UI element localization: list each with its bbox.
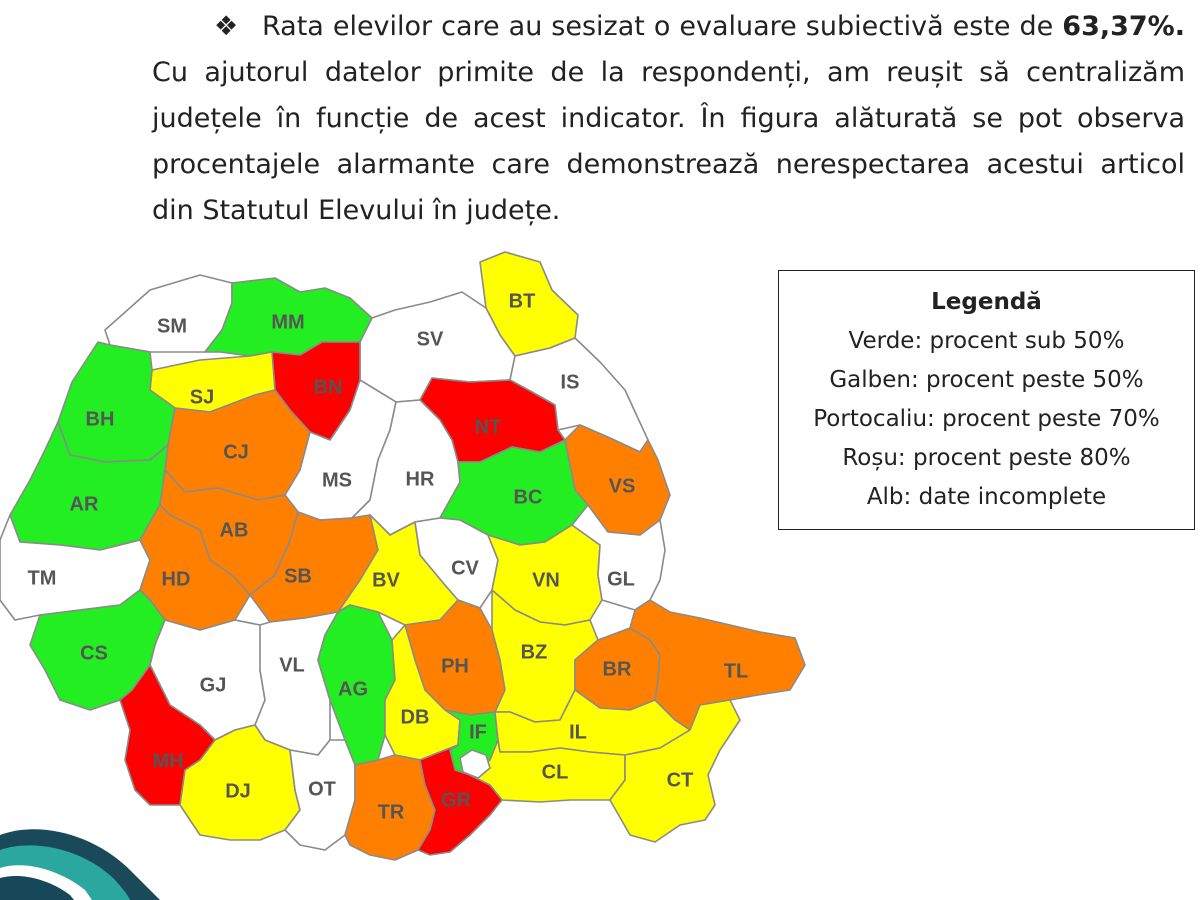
county-label-gl: GL xyxy=(607,568,635,591)
county-label-ar: AR xyxy=(69,493,99,516)
county-label-ot: OT xyxy=(308,778,336,801)
county-label-bt: BT xyxy=(508,290,536,313)
county-label-tr: TR xyxy=(377,801,405,824)
county-label-hr: HR xyxy=(405,468,435,491)
county-label-bh: BH xyxy=(85,408,115,431)
decorative-swirl-logo xyxy=(0,800,200,900)
county-label-sj: SJ xyxy=(189,386,215,409)
county-label-vn: VN xyxy=(532,569,560,592)
county-label-if: IF xyxy=(469,721,487,744)
intro-text-rest: Cu ajutorul datelor primite de la respondenți, am reușit să centralizăm județele în funcție de acest indicator. În figura alăturată se pot observa procentajele alarmante care demonstrează nerespectarea acestui articol din Statutul Elevului în județe. xyxy=(152,57,1185,226)
county-label-br: BR xyxy=(602,658,632,681)
intro-paragraph xyxy=(152,4,1185,234)
county-label-cj: CJ xyxy=(223,441,249,464)
county-label-vl: VL xyxy=(279,654,305,677)
county-label-tl: TL xyxy=(723,660,749,683)
county-label-cv: CV xyxy=(451,557,479,580)
intro-text-start: Rata elevilor care au sesizat o evaluare subiectivă este de xyxy=(262,11,1063,42)
legend-item-galben: Galben: procent peste 50% xyxy=(829,367,1144,393)
county-bh xyxy=(58,342,175,462)
county-label-sv: SV xyxy=(416,328,444,351)
county-label-sb: SB xyxy=(284,565,312,588)
county-label-ms: MS xyxy=(322,469,352,492)
county-label-ph: PH xyxy=(441,655,469,678)
legend-item-alb: Alb: date incomplete xyxy=(866,484,1107,510)
bullet-diamond-icon: ❖ xyxy=(214,11,239,42)
county-label-vs: VS xyxy=(608,475,636,498)
county-label-gj: GJ xyxy=(199,674,227,697)
county-label-ct: CT xyxy=(666,769,694,792)
county-label-tm: TM xyxy=(27,567,57,590)
county-label-bn: BN xyxy=(313,376,343,399)
county-label-bv: BV xyxy=(372,569,400,592)
county-label-ag: AG xyxy=(338,678,368,701)
legend-item-rosu: Roșu: procent peste 80% xyxy=(842,445,1131,471)
legend-item-verde: Verde: procent sub 50% xyxy=(848,328,1125,354)
county-label-is: IS xyxy=(560,371,580,394)
county-label-dj: DJ xyxy=(225,780,251,803)
county-label-mm: MM xyxy=(271,311,305,334)
legend-title: Legendă xyxy=(931,289,1042,315)
county-label-mh: MH xyxy=(152,750,184,773)
county-label-bz: BZ xyxy=(520,641,548,664)
county-label-cl: CL xyxy=(541,761,569,784)
legend-item-portocaliu: Portocaliu: procent peste 70% xyxy=(813,406,1160,432)
county-label-db: DB xyxy=(400,706,430,729)
county-label-hd: HD xyxy=(161,568,191,591)
county-label-nt: NT xyxy=(474,416,502,439)
county-label-gr: GR xyxy=(441,789,471,812)
county-label-ab: AB xyxy=(219,519,249,542)
county-label-bc: BC xyxy=(513,486,543,509)
intro-percentage: 63,37%. xyxy=(1062,11,1185,42)
county-label-cs: CS xyxy=(80,642,108,665)
county-label-il: IL xyxy=(569,721,587,744)
legend-box xyxy=(778,270,1195,530)
county-label-sm: SM xyxy=(157,315,187,338)
